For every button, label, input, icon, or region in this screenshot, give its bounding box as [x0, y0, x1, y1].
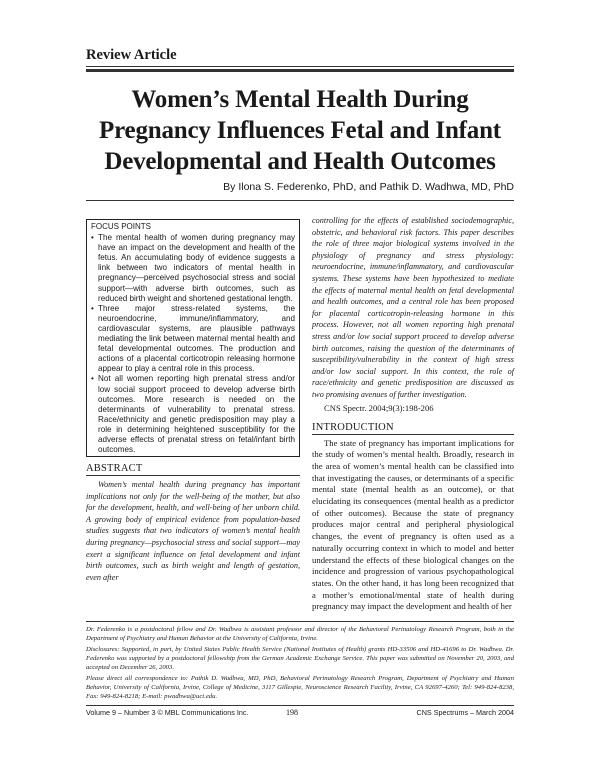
- page-number: 198: [286, 708, 298, 717]
- introduction-rule: [312, 434, 514, 435]
- footer-journal: CNS Spectrums – March 2004: [416, 708, 514, 717]
- article-title: [80, 84, 520, 177]
- focus-point: • Not all women reporting high prenatal stress and/or low social support proceed to develop adverse birth outcomes. More research is needed on the determinants of vulnerability to prenatal stress. Race/ethnicity and genetic predisposition may play a role in determining heightened susceptibility for the adverse effects of prenatal stress on fetal/infant birth outcomes.: [91, 374, 295, 455]
- abstract-rule: [86, 475, 300, 476]
- title-line: Pregnancy Influences Fetal and Infant: [99, 117, 501, 144]
- footnotes: [86, 625, 514, 703]
- abstract-continuation: controlling for the effects of established sociodemographic, obstetric, and behavioral risk factors. This paper describes the role of three major biological systems involved in the physiology of pregnancy and stress physiology: neuroendocrine, immune/inflammatory, and cardiovascular systems. These systems have been hypothesized to mediate the effects of maternal mental health on fetal developmental and health outcomes, and a central role has been proposed for placental corticotropin-releasing hormone in this process. However, not all women reporting high prenatal stress and/or low social support proceed to develop adverse birth outcomes, raising the question of the determinants of susceptibility/vulnerability in the context of high stress and/or low social support. In this context, the role of race/ethnicity and genetic predisposition are discussed as two promising avenues of further investigation.: [312, 216, 514, 399]
- header-rule-thick: [86, 69, 514, 72]
- focus-points-heading: FOCUS POINTS: [91, 222, 152, 231]
- citation: CNS Spectr. 2004;9(3):198-206: [324, 402, 434, 413]
- title-line: Women’s Mental Health During: [131, 86, 469, 113]
- abstract-section: [86, 463, 300, 583]
- focus-point: • The mental health of women during pregnancy may have an impact on the development and health of the fetus. An accumulating body of evidence suggests a link between two indicators of mental health in pregnancy—perceived psychosocial stress and social support—with adverse birth outcomes, such as reduced birth weight and shortened gestational length.: [91, 233, 295, 304]
- focus-point: • Three major stress-related systems, the neuroendocrine, immune/inflammatory, and cardiovascular systems, are plausible pathways mediating the link between maternal mental health and fetal developmental outcomes. The production and actions of a placental corticotropin releasing hormone appear to play a central role in this process.: [91, 304, 295, 375]
- title-rule: [86, 200, 514, 201]
- focus-points-list: [91, 233, 295, 455]
- section-label: Review Article: [86, 47, 177, 63]
- footnote-correspondence: Please direct all correspondence to: Pathik D. Wadhwa, MD, PhD, Behavioral Perinatology Research Program, Department of Psychiatry and Human Behavior, University of California, Irvine, College of Medicine, 3117 Gillespie, Neuroscience Research Facility, Irvine, CA 92697-4260; Tel: 949-824-8238, Fax: 949-824-8218; E-mail: pwadhwa@uci.edu.: [86, 675, 514, 700]
- author-byline: By Ilona S. Federenko, PhD, and Pathik D. Wadhwa, MD, PhD: [223, 181, 514, 193]
- introduction-text: The state of pregnancy has important implications for the study of women’s mental health. Broadly, research in the area of women’s mental health can be classified into that investigating the causes, or determinants of a specific mental state (mental health as an outcome), or that elucidating its consequences (mental health as a predictor of other outcomes). Because the state of pregnancy produces major central and peripheral physiological changes, the event of pregnancy is often used as a naturally occurring context in which to model and better understand the effects of these biological changes on the incidence and progression of various psychopathological states. On the other hand, it has long been recognized that a mother’s emotional/mental state of health during pregnancy may impact the development and health of her: [312, 437, 514, 612]
- footer-rule: [86, 705, 514, 706]
- focus-points-box: [86, 219, 300, 457]
- title-line: Developmental and Health Outcomes: [104, 148, 496, 175]
- footnote-rule: [86, 621, 514, 622]
- footnote-affiliation: Dr. Federenko is a postdoctoral fellow and Dr. Wadhwa is assistant professor and director of the Behavioral Perinatology Research Program, both in the Department of Psychiatry and Human Behavior at the University of California, Irvine.: [86, 626, 514, 642]
- header-rule: [86, 66, 514, 67]
- introduction-heading: INTRODUCTION: [312, 421, 394, 433]
- footer-volume: Volume 9 – Number 3 © MBL Communications Inc.: [86, 708, 249, 717]
- footnote-disclosures: Disclosures: Supported, in part, by United States Public Health Service (National Institutes of Health) grants HD-33506 and HD-41696 to Dr. Wadhwa. Dr. Federenko was supported by a postdoctoral fellowship from the German Academic Exchange Service. This paper was submitted on November 20, 2003, and accepted on December 26, 2003.: [86, 646, 514, 671]
- abstract-text: Women’s mental health during pregnancy has important implications not only for the well-being of the mother, but also for the development, health, and well-being of her unborn child. A growing body of empirical evidence from population-based studies suggests that two indicators of women’s mental health during pregnancy—psychosocial stress and social support—may exert a significant influence on fetal development and infant birth outcomes, such as birth weight and length of gestation, even after: [86, 480, 300, 582]
- right-column: [312, 215, 514, 613]
- abstract-heading: ABSTRACT: [86, 463, 143, 474]
